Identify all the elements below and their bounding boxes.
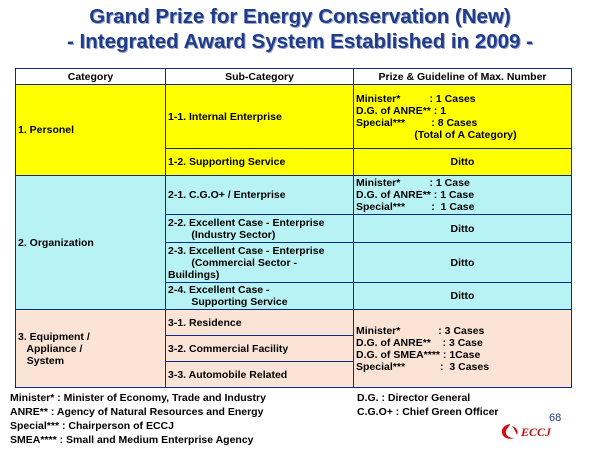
header-category: Category — [16, 69, 166, 85]
prize-supporting-service: Ditto — [354, 149, 572, 176]
title-line-2: - Integrated Award System Established in 2009 - — [67, 30, 533, 53]
eccj-logo — [500, 422, 560, 442]
title-line-1: Grand Prize for Energy Conservation (New) — [89, 5, 511, 28]
category-equipment: 3. Equipment / Appliance / System — [16, 310, 166, 388]
sub-internal-enterprise: 1-1. Internal Enterprise — [166, 85, 354, 149]
prize-organization: Minister* : 1 Case D.G. of ANRE** : 1 Case Special*** : 1 Case — [354, 176, 572, 215]
footnote-special: Special*** : Chairperson of ECCJ — [10, 420, 174, 432]
eccj-logo-icon — [500, 423, 520, 441]
category-personel: 1. Personel — [16, 85, 166, 176]
sub-excellent-commercial: 2-3. Excellent Case - Enterprise (Commercial Sector - Buildings) — [166, 243, 354, 283]
footnote-cgo: C.G.O+ : Chief Green Officer — [357, 406, 499, 418]
footnote-minister: Minister* : Minister of Economy, Trade and Industry — [10, 392, 266, 404]
sub-excellent-industry: 2-2. Excellent Case - Enterprise (Industry Sector) — [166, 215, 354, 243]
prize-excellent-supporting: Ditto — [354, 283, 572, 310]
prize-equipment: Minister* : 3 Cases D.G. of ANRE** : 3 Case D.G. of SMEA**** : 1Case Special*** : 3 Cases — [354, 310, 572, 388]
prize-excellent-industry: Ditto — [354, 215, 572, 243]
prize-personel: Minister* : 1 Cases D.G. of ANRE** : 1 Special*** : 8 Cases (Total of A Category) — [354, 85, 572, 149]
sub-supporting-service: 1-2. Supporting Service — [166, 149, 354, 176]
footnotes-right — [357, 391, 499, 419]
sub-commercial-facility: 3-2. Commercial Facility — [166, 336, 354, 362]
footnote-dg: D.G. : Director General — [357, 392, 471, 404]
table-row — [16, 310, 572, 336]
category-organization: 2. Organization — [16, 176, 166, 310]
header-prize: Prize & Guideline of Max. Number — [354, 69, 572, 85]
sub-residence: 3-1. Residence — [166, 310, 354, 336]
footnotes-left — [10, 391, 266, 447]
sub-cgo-enterprise: 2-1. C.G.O+ / Enterprise — [166, 176, 354, 215]
page-number: 68 — [549, 412, 562, 424]
table-row — [16, 85, 572, 149]
sub-excellent-supporting: 2-4. Excellent Case - Supporting Service — [166, 283, 354, 310]
table-row — [16, 176, 572, 215]
footnote-smea: SMEA**** : Small and Medium Enterprise Agency — [10, 434, 254, 446]
prize-excellent-commercial: Ditto — [354, 243, 572, 283]
header-sub-category: Sub-Category — [166, 69, 354, 85]
footnote-anre: ANRE** : Agency of Natural Resources and Energy — [10, 406, 264, 418]
header-row — [16, 69, 572, 85]
sub-automobile-related: 3-3. Automobile Related — [166, 362, 354, 388]
award-table — [15, 68, 572, 388]
eccj-logo-text: ECCJ — [521, 425, 552, 439]
slide-title — [0, 4, 600, 54]
